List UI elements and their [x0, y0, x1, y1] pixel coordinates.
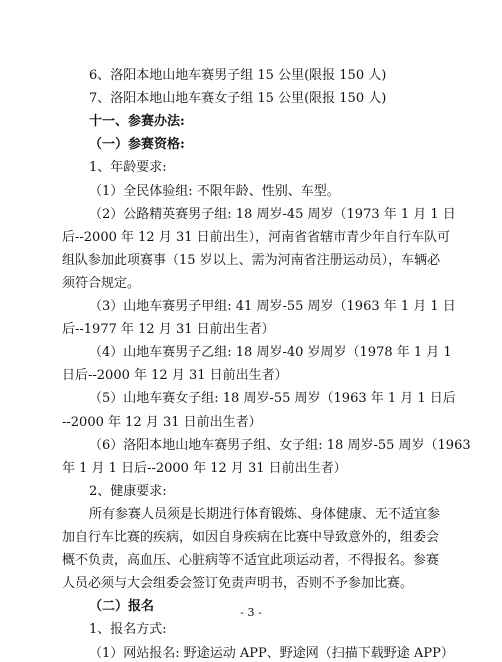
paragraph-line: 1、报名方式:	[89, 622, 167, 637]
paragraph-line: 日后--2000 年 12 月 31 日前出生者）	[62, 368, 288, 383]
subsection-heading: （二）报名	[89, 599, 155, 614]
paragraph-line: 组队参加此项赛事（15 岁以上、需为河南省注册运动员），车辆必	[62, 253, 441, 268]
paragraph-line: 1、年龄要求:	[89, 160, 167, 175]
paragraph-line: 加自行车比赛的疾病，如因自身疾病在比赛中导致意外的，组委会	[62, 530, 440, 545]
paragraph-line: 概不负责，高血压、心脏病等不适宜此项运动者，不得报名。参赛	[62, 553, 440, 568]
paragraph-line: --2000 年 12 月 31 日前出生者）	[62, 415, 262, 430]
page-number: - 3 -	[240, 606, 262, 619]
paragraph-line: （1）网站报名: 野途运动 APP、野途网（扫描下载野途 APP）	[89, 646, 454, 661]
paragraph-line: 所有参赛人员须是长期进行体育锻炼、身体健康、无不适宜参	[89, 507, 441, 522]
paragraph-line: 须符合规定。	[62, 276, 141, 291]
list-item: 6、洛阳本地山地车赛男子组 15 公里(限报 150 人)	[89, 68, 387, 83]
paragraph-line: 年 1 月 1 日后--2000 年 12 月 31 日前出生者）	[62, 461, 347, 476]
paragraph-line: 后--1977 年 12 月 31 日前出生者）	[62, 322, 275, 337]
paragraph-line: 2、健康要求:	[89, 484, 167, 499]
section-heading: 十一、参赛办法:	[89, 114, 185, 129]
list-item: 7、洛阳本地山地车赛女子组 15 公里(限报 150 人)	[89, 91, 387, 106]
paragraph-line: （3）山地车赛男子甲组: 41 周岁-55 周岁（1963 年 1 月 1 日	[89, 299, 456, 314]
paragraph-line: （5）山地车赛女子组: 18 周岁-55 周岁（1963 年 1 月 1 日后	[89, 391, 456, 406]
paragraph-line: 后--2000 年 12 月 31 日前出生），河南省省辖市青少年自行车队可	[62, 230, 451, 245]
paragraph-line: （2）公路精英赛男子组: 18 周岁-45 周岁（1973 年 1 月 1 日	[89, 207, 456, 222]
subsection-heading: （一）参赛资格:	[89, 137, 185, 152]
paragraph-line: （1）全民体验组: 不限年龄、性别、车型。	[89, 184, 340, 199]
paragraph-line: （6）洛阳本地山地车赛男子组、女子组: 18 周岁-55 周岁（1963	[89, 438, 471, 453]
paragraph-line: （4）山地车赛男子乙组: 18 周岁-40 岁周岁（1978 年 1 月 1	[89, 345, 452, 360]
paragraph-line: 人员必须与大会组委会签订免责声明书，否则不予参加比赛。	[62, 576, 414, 591]
